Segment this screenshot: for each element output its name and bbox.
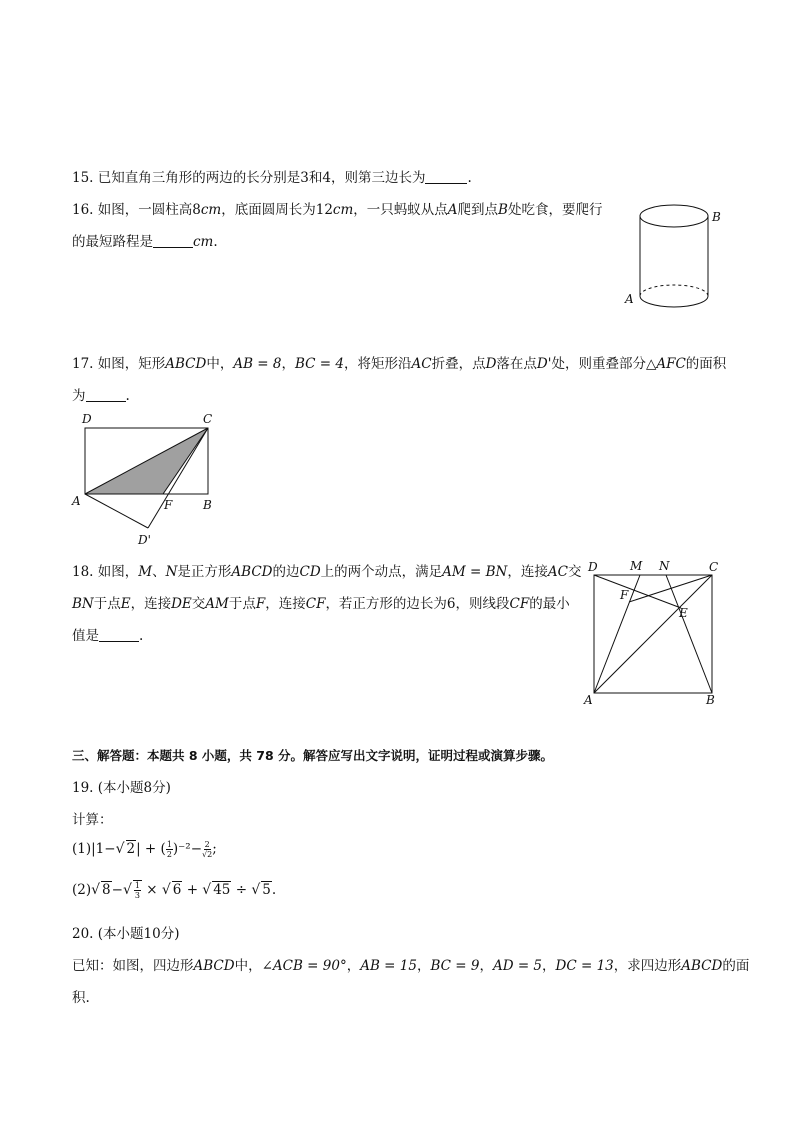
math: AC [547, 564, 568, 580]
sqrt-icon: √ [202, 882, 212, 898]
question-18-line-1 [72, 560, 581, 580]
question-18-line-2 [72, 592, 570, 612]
question-18-line-3 [72, 624, 143, 644]
math: + [186, 882, 198, 898]
label-A: A [584, 693, 593, 707]
q20-text: ， [542, 958, 556, 974]
q20-text: 的面 [722, 958, 750, 974]
numerator: 1 [166, 840, 172, 849]
q16-text: 16. 如图，一圆柱高8 [72, 202, 201, 218]
math: BC = 9 [430, 958, 480, 974]
question-19-instruction: 计算： [72, 812, 113, 828]
math: CF [305, 596, 326, 612]
q17-end: . [125, 388, 130, 404]
question-15 [72, 166, 472, 186]
square-figure [582, 556, 722, 711]
question-17-line-2 [72, 384, 130, 404]
question-19-part-2 [72, 880, 276, 900]
math: E [120, 596, 131, 612]
label-E: E [679, 606, 688, 620]
math: | + ( [136, 841, 166, 857]
q20-text: ， [479, 958, 493, 974]
label-B: B [203, 498, 212, 512]
cylinder-bottom-front [640, 296, 708, 307]
q18-text: 于点 [93, 596, 121, 612]
sqrt-icon: √ [161, 882, 171, 898]
math: CF [509, 596, 530, 612]
label-A: A [72, 494, 81, 508]
question-16-line-1 [72, 198, 602, 218]
math: ABCD [681, 958, 723, 974]
label-F: F [164, 498, 173, 512]
math: AD = 5 [492, 958, 543, 974]
sqrt-icon: √ [122, 882, 132, 898]
unit: cm [200, 202, 222, 218]
q15-text: 15. 已知直角三角形的两边的长分别是3和4，则第三边长为 [72, 170, 426, 186]
math: AFC [656, 356, 686, 372]
math: × [146, 882, 158, 898]
answer-blank [99, 627, 139, 642]
rectangle-fold-figure [70, 410, 230, 550]
q15-end: . [467, 170, 472, 186]
segment-AM [594, 575, 640, 693]
part-label: (1) [72, 841, 92, 857]
math: BN [72, 596, 94, 612]
label-C: C [203, 412, 213, 426]
overlap-triangle-AFC [85, 428, 208, 494]
label-M: M [630, 559, 643, 573]
q18-text: 交 [567, 564, 582, 580]
math: . [271, 882, 277, 898]
question-17-line-1 [72, 352, 726, 372]
sqrt-icon: √ [251, 882, 261, 898]
q18-text: ，若正方形的边长为6，则线段 [325, 596, 510, 612]
math: ABCD [165, 356, 207, 372]
math: − [111, 882, 123, 898]
question-20-line-1 [72, 954, 749, 974]
q16-end: . [213, 234, 218, 250]
math: AC [411, 356, 432, 372]
label-N: N [659, 559, 670, 573]
label-D: D [82, 412, 92, 426]
q18-end: . [139, 628, 144, 644]
q18-text: 、 [152, 564, 166, 580]
math: AM [205, 596, 229, 612]
radicand: 5 [262, 882, 271, 898]
denominator: 3 [134, 891, 140, 900]
label-F: F [620, 588, 629, 602]
question-16-line-2 [72, 230, 218, 250]
q20-text: 中， [234, 958, 262, 974]
point-label: B [498, 202, 508, 218]
segment-AD-prime [85, 494, 148, 528]
q18-text: 是正方形 [177, 564, 232, 580]
answer-blank [86, 387, 126, 402]
q18-text: 于点 [228, 596, 256, 612]
label-B: B [712, 210, 721, 224]
q18-text: ，连接 [130, 596, 172, 612]
math: ABCD [193, 958, 235, 974]
fraction [202, 840, 212, 859]
denominator [202, 850, 212, 859]
cylinder-figure [620, 190, 730, 315]
q17-text: 为 [72, 388, 86, 404]
q18-text: 值是 [72, 628, 99, 644]
label-A: A [625, 292, 634, 306]
q18-text: 18. 如图， [72, 564, 139, 580]
section-3-heading: 三、解答题：本题共 8 小题，共 78 分。解答应写出文字说明，证明过程或演算步骤。 [72, 748, 554, 763]
math: ABCD [231, 564, 273, 580]
q17-text: ， [281, 356, 295, 372]
segment-CF [629, 575, 712, 602]
math: N [165, 564, 178, 580]
radicand: 6 [172, 882, 182, 898]
math: ÷ [235, 882, 248, 898]
math: AB = 15 [360, 958, 417, 974]
label-C: C [709, 560, 719, 574]
q18-text: ，连接 [507, 564, 548, 580]
math: M [138, 564, 153, 580]
math: F [255, 596, 266, 612]
segment-BN [666, 575, 712, 693]
radicand: 2 [207, 850, 213, 859]
q17-text: 落在点 [496, 356, 537, 372]
q17-text: 中， [206, 356, 234, 372]
math: ∠ACB = 90° [261, 958, 347, 974]
radicand [133, 880, 142, 900]
math: CD [299, 564, 321, 580]
q16-text: 处吃食，要爬行 [507, 202, 603, 218]
segment-AC [594, 575, 712, 693]
question-20-heading: 20. (本小题10分) [72, 926, 180, 942]
q20-text: ， [416, 958, 431, 974]
label-B: B [706, 693, 715, 707]
q16-text: 的最短路程是 [72, 234, 153, 250]
math: AB = 8 [233, 356, 282, 372]
q20-text: 已知：如图，四边形 [72, 958, 194, 974]
q16-text: ，一只蚂蚁从点 [353, 202, 448, 218]
q20-text: ，求四边形 [613, 958, 682, 974]
radicand: 8 [102, 882, 111, 898]
q17-text: 的面积 [685, 356, 727, 372]
q17-text: 折叠，点 [431, 356, 486, 372]
unit: cm [332, 202, 354, 218]
q18-text: ，连接 [265, 596, 306, 612]
math: AM = BN [442, 564, 508, 580]
math: D [485, 356, 497, 372]
fraction [166, 840, 173, 859]
denominator: 2 [166, 850, 172, 859]
sqrt-icon: √ [91, 882, 101, 898]
sqrt-icon: √ [115, 841, 125, 857]
math: D' [536, 356, 552, 372]
q17-text: ，将矩形沿 [343, 356, 412, 372]
radicand: 2 [126, 841, 136, 857]
cylinder-top [640, 205, 708, 227]
fraction [134, 881, 141, 900]
math: △ [645, 356, 657, 372]
part-label: (2) [72, 882, 92, 898]
q17-text: 17. 如图，矩形 [72, 356, 166, 372]
radicand: 45 [213, 882, 231, 898]
math: DC = 13 [555, 958, 614, 974]
q18-text: 的边 [272, 564, 300, 580]
question-19-part-1 [72, 840, 217, 859]
q20-text: ， [346, 958, 361, 974]
question-19-heading: 19. (本小题8分) [72, 780, 171, 796]
q16-text: ，底面圆周长为12 [221, 202, 333, 218]
q18-text: 上的两个动点，满足 [320, 564, 443, 580]
label-D: D [588, 560, 598, 574]
q16-text: 爬到点 [457, 202, 499, 218]
numerator: 1 [134, 881, 140, 890]
unit: cm [193, 234, 214, 250]
question-20-line-2: 积. [72, 990, 90, 1006]
cylinder-bottom-back [640, 285, 708, 296]
math: |1− [91, 841, 116, 857]
math: ; [212, 841, 217, 857]
q18-text: 的最小 [529, 596, 570, 612]
answer-blank [425, 169, 467, 184]
q18-text: 交 [191, 596, 206, 612]
label-D-prime: D' [138, 533, 151, 547]
numerator: 2 [204, 840, 210, 849]
math: BC = 4 [295, 356, 344, 372]
answer-blank [153, 233, 193, 248]
sqrt-icon: √ [202, 850, 208, 859]
math: DE [171, 596, 192, 612]
math: )⁻²− [172, 841, 203, 857]
q17-text: 处，则重叠部分 [551, 356, 646, 372]
point-label: A [447, 202, 458, 218]
